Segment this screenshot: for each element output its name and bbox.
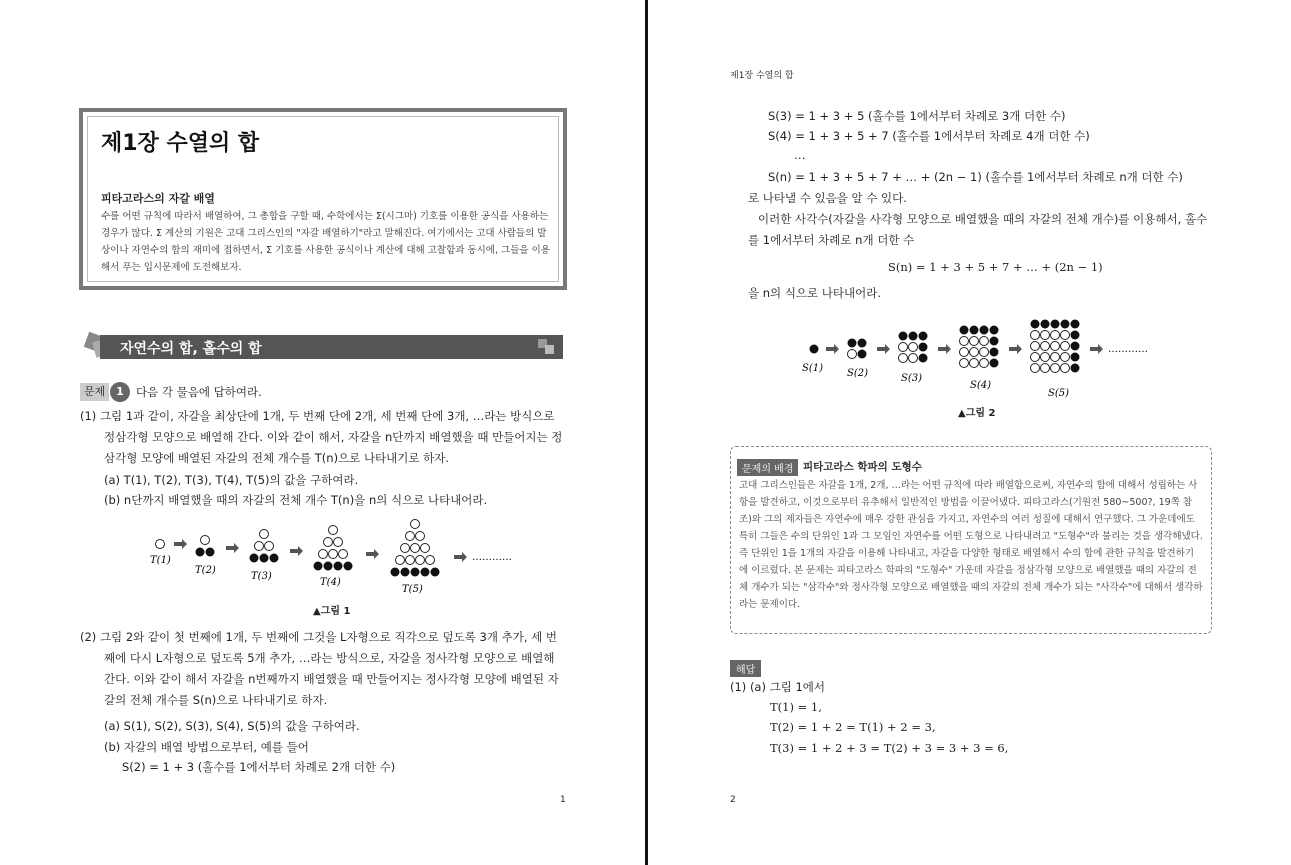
answer-line-3: T(2) = 1 + 2 = T(1) + 2 = 3, xyxy=(770,720,936,734)
part2-b: (b) 자갈의 배열 방법으로부터, 예를 들어 xyxy=(104,740,309,754)
s4-line: S(4) = 1 + 3 + 5 + 7 (홀수를 1에서부터 차례로 4개 더한 수) xyxy=(768,129,1090,143)
figure2-label-5: S(5) xyxy=(1048,388,1070,399)
answer-label: 해답 xyxy=(730,660,761,677)
page-number-right: 2 xyxy=(730,795,736,805)
answer-line-4: T(3) = 1 + 2 + 3 = T(2) + 3 = 3 + 3 = 6, xyxy=(770,741,1009,755)
dots-line: … xyxy=(794,148,806,162)
figure2-label-3: S(3) xyxy=(901,373,923,384)
left-page xyxy=(0,0,645,865)
part2-line-4: 갈의 전체 개수를 S(n)으로 나타내기로 하자. xyxy=(104,693,328,707)
background-box xyxy=(730,446,1212,634)
part2-example: S(2) = 1 + 3 (홀수를 1에서부터 차례로 2개 더한 수) xyxy=(122,760,396,774)
running-head: 제1장 수열의 합 xyxy=(730,71,794,81)
background-title: 피타고라스 학파의 도형수 xyxy=(803,461,922,473)
figure2-label-4: S(4) xyxy=(970,380,992,391)
mid-line-2: 이러한 사각수(자갈을 사각형 모양으로 배열했을 때의 자갈의 전체 개수)를 이용해서, 홀수 xyxy=(758,212,1208,226)
chapter-subtitle: 피타고라스의 자갈 배열 xyxy=(101,192,215,205)
figure2-label-1: S(1) xyxy=(802,363,824,374)
formula: S(n) = 1 + 3 + 5 + 7 + … + (2n − 1) xyxy=(888,260,1103,274)
line-after-formula: 을 n의 식으로 나타내어라. xyxy=(748,286,881,300)
part2-line-3: 간다. 이와 같이 해서 자갈을 n번째까지 배열했을 때 만들어지는 정사각형 모양에 배열된 자 xyxy=(104,672,559,686)
right-page xyxy=(648,0,1291,865)
part1-line-3: 삼각형 모양에 배열된 자갈의 전체 개수를 T(n)으로 나타내기로 하자. xyxy=(104,451,450,465)
mid-line-3: 를 1에서부터 차례로 n개 더한 수 xyxy=(748,233,915,247)
banner-corner-icon xyxy=(535,336,559,358)
part1-a: (a) T(1), T(2), T(3), T(4), T(5)의 값을 구하여라. xyxy=(104,473,359,487)
figure1-caption: ▲그림 1 xyxy=(313,606,351,617)
section-title: 자연수의 합, 홀수의 합 xyxy=(120,341,262,357)
figure-1 xyxy=(140,518,520,600)
figure1-label-1: T(1) xyxy=(150,555,171,566)
answer-line-2: T(1) = 1, xyxy=(770,700,822,714)
chapter-box xyxy=(79,108,567,290)
page-number-left: 1 xyxy=(560,795,566,805)
figure1-ellipsis: ………… xyxy=(472,552,512,563)
figure2-caption: ▲그림 2 xyxy=(958,408,996,419)
part2-line-2: 째에 다시 L자형으로 덮도록 5개 추가, …라는 방식으로, 자갈을 정사각형 모양으로 배열해 xyxy=(104,651,555,665)
part2-a: (a) S(1), S(2), S(3), S(4), S(5)의 값을 구하여라. xyxy=(104,719,360,733)
part1-line-1: (1) 그림 1과 같이, 자갈을 최상단에 1개, 두 번째 단에 2개, 세 번째 단에 3개, …라는 방식으로 xyxy=(80,409,555,423)
problem-label: 문제 xyxy=(80,383,109,401)
problem-number: 1 xyxy=(110,382,130,402)
figure1-label-4: T(4) xyxy=(320,577,341,588)
chapter-title: 제1장 수열의 합 xyxy=(101,131,260,156)
figure1-label-3: T(3) xyxy=(251,571,272,582)
figure1-label-5: T(5) xyxy=(402,584,423,595)
chapter-description: 수를 어떤 규칙에 따라서 배열하여, 그 총합을 구할 때, 수학에서는 Σ(시그마) 기호를 이용한 공식을 사용하는 경우가 많다. Σ 계산의 기원은 고대 그리스인의 "자갈 배열하기"라고 말해진다. 여기에서는 고대 사람들의 발상이나 자연수의 합의 재미에 접하면서, Σ 기호를 사용한 공식이나 계산에 대해 고찰함과 동시에, 그들을 이용해서 푸는 입시문제에 도전해보자. xyxy=(101,211,550,273)
figure2-label-2: S(2) xyxy=(847,368,869,379)
s3-line: S(3) = 1 + 3 + 5 (홀수를 1에서부터 차례로 3개 더한 수) xyxy=(768,109,1066,123)
part2-line-1: (2) 그림 2와 같이 첫 번째에 1개, 두 번째에 그것을 L자형으로 직각으로 덮도록 3개 추가, 세 번 xyxy=(80,630,558,644)
background-label: 문제의 배경 xyxy=(737,459,798,476)
figure2-ellipsis: ………… xyxy=(1108,344,1148,355)
part1-line-2: 정삼각형 모양으로 배열해 간다. 이와 같이 해서, 자갈을 n단까지 배열했을 때 만들어지는 정 xyxy=(104,430,563,444)
problem-intro: 다음 각 물음에 답하여라. xyxy=(136,385,262,399)
part1-b: (b) n단까지 배열했을 때의 자갈의 전체 개수 T(n)을 n의 식으로 나타내어라. xyxy=(104,493,488,507)
figure1-label-2: T(2) xyxy=(195,565,216,576)
mid-line-1: 로 나타낼 수 있음을 알 수 있다. xyxy=(748,191,907,205)
sn-line: S(n) = 1 + 3 + 5 + 7 + … + (2n − 1) (홀수를 1에서부터 차례로 n개 더한 수) xyxy=(768,170,1183,184)
background-text: 고대 그리스인들은 자갈을 1개, 2개, …라는 어떤 규칙에 따라 배열함으로써, 자연수의 합에 대해서 성립하는 사항을 발견하고, 이것으로부터 유추해서 일반적인 방법을 이끌어냈다. 피타고라스(기원전 580~500?, 19쪽 참조)와 그의 제자들은 자연수에 매우 강한 관심을 가지고, 자연수의 여러 성질에 대해서 연구했다. 그 가운데에도 특히 그들은 수의 단위인 1과 그 모임인 자연수를 어떤 도형으로 나타내려고 "도형수"라 불리는 것을 생각해냈다. 즉 단위인 1을 1개의 자갈을 이용해 나타내고, 자갈을 다양한 형태로 배열해서 수의 합에 관한 규칙을 발견하기에 이르렀다. 본 문제는 피타고라스 학파의 "도형수" 가운데 자갈을 정삼각형 모양으로 배열했을 때의 자갈의 전체 개수가 되는 "삼각수"와 정사각형 모양으로 배열했을 때의 자갈의 전체 개수가 되는 "사각수"에 대해서 생각하라는 문제이다. xyxy=(739,480,1203,610)
figure-2 xyxy=(798,316,1178,404)
answer-line-1: (1) (a) 그림 1에서 xyxy=(730,680,826,694)
section-banner xyxy=(100,335,563,359)
